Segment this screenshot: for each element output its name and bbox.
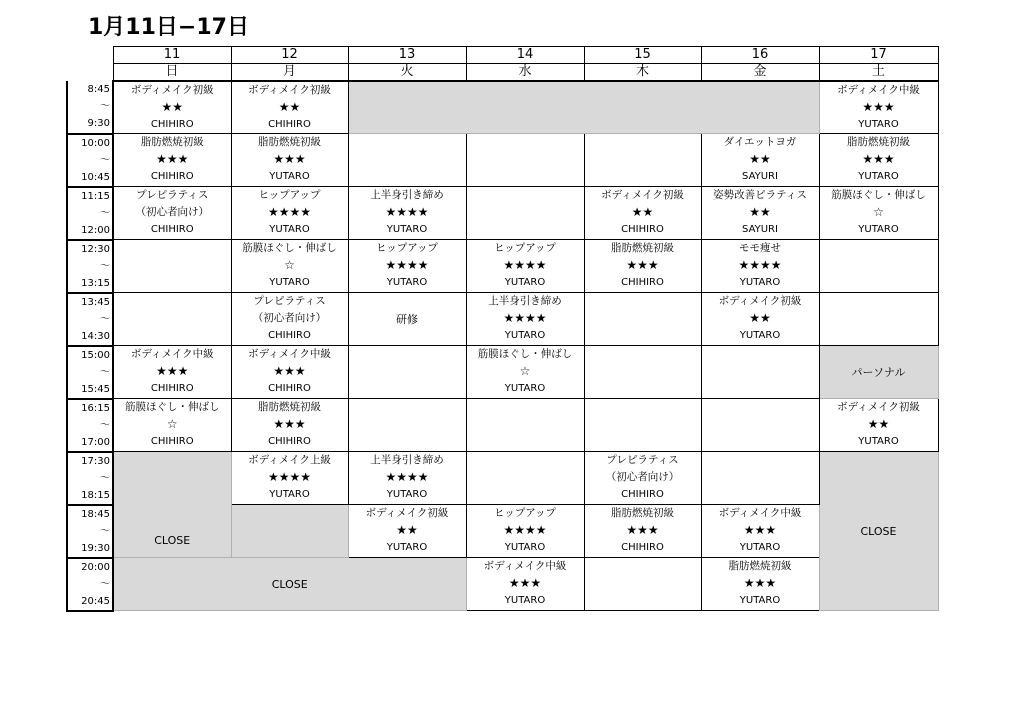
class-cell: 姿勢改善ピラティス ★★ SAYURI: [701, 187, 819, 240]
class-cell: ヒップアップ ★★★★ YUTARO: [466, 240, 584, 293]
time-slot-row: [67, 134, 938, 187]
weekday-header: 火: [348, 64, 466, 82]
date-header: 17: [819, 47, 938, 64]
time-slot-row: [67, 558, 938, 611]
time-slot-row: [67, 293, 938, 346]
class-cell: ボディメイク上級 ★★★★ YUTARO: [231, 452, 348, 505]
empty-cell: [701, 399, 819, 452]
time-label: 18:45 ～ 19:30: [67, 505, 113, 558]
class-cell: ボディメイク中級 ★★★ CHIHIRO: [231, 346, 348, 399]
time-slot-row: [67, 240, 938, 293]
class-cell: ダイエットヨガ ★★ SAYURI: [701, 134, 819, 187]
empty-cell: [584, 399, 701, 452]
class-cell: ボディメイク中級 ★★★ YUTARO: [701, 505, 819, 558]
class-cell: 上半身引き締め ★★★★ YUTARO: [348, 452, 466, 505]
empty-cell: [819, 293, 938, 346]
date-header-row: [67, 47, 938, 64]
class-cell: ボディメイク中級 ★★★ YUTARO: [819, 81, 938, 134]
class-cell: 脂肪燃焼初級 ★★★ YUTARO: [701, 558, 819, 611]
time-label: 10:00 ～ 10:45: [67, 134, 113, 187]
weekday-header: 月: [231, 64, 348, 82]
empty-cell: [348, 399, 466, 452]
class-cell: プレピラティス （初心者向け） CHIHIRO: [113, 187, 231, 240]
time-label: 16:15 ～ 17:00: [67, 399, 113, 452]
class-cell: ボディメイク初級 ★★ CHIHIRO: [584, 187, 701, 240]
class-cell: 筋膜ほぐし・伸ばし ☆ YUTARO: [819, 187, 938, 240]
time-slot-row: [67, 81, 938, 134]
empty-cell: [113, 293, 231, 346]
time-label: 12:30 ～ 13:15: [67, 240, 113, 293]
closed-block: [231, 505, 348, 558]
date-header: 12: [231, 47, 348, 64]
class-cell: ヒップアップ ★★★★ YUTARO: [348, 240, 466, 293]
weekday-header: 水: [466, 64, 584, 82]
time-slot-row: [67, 452, 938, 505]
class-cell: モモ痩せ ★★★★ YUTARO: [701, 240, 819, 293]
time-slot-row: [67, 187, 938, 240]
empty-cell: [701, 452, 819, 505]
class-cell: 筋膜ほぐし・伸ばし ☆ CHIHIRO: [113, 399, 231, 452]
date-header: 11: [113, 47, 231, 64]
corner-cell: [67, 64, 113, 82]
empty-cell: [584, 558, 701, 611]
date-header: 16: [701, 47, 819, 64]
time-slot-row: [67, 399, 938, 452]
class-cell: ボディメイク初級 ★★ YUTARO: [819, 399, 938, 452]
class-cell: 筋膜ほぐし・伸ばし ☆ YUTARO: [231, 240, 348, 293]
empty-cell: [466, 399, 584, 452]
time-label: 8:45 ～ 9:30: [67, 81, 113, 134]
class-cell: 脂肪燃焼初級 ★★★ CHIHIRO: [113, 134, 231, 187]
class-cell: 上半身引き締め ★★★★ YUTARO: [348, 187, 466, 240]
class-cell: ボディメイク初級 ★★ YUTARO: [348, 505, 466, 558]
closed-block: CLOSE: [819, 452, 938, 611]
date-header: 13: [348, 47, 466, 64]
empty-cell: [584, 293, 701, 346]
personal-session-cell: パーソナル: [819, 346, 938, 399]
empty-cell: [701, 346, 819, 399]
date-header: 15: [584, 47, 701, 64]
weekday-header: 土: [819, 64, 938, 82]
weekday-header: 木: [584, 64, 701, 82]
class-cell: 脂肪燃焼初級 ★★★ CHIHIRO: [584, 505, 701, 558]
class-cell: ボディメイク初級 ★★ CHIHIRO: [231, 81, 348, 134]
empty-cell: [466, 187, 584, 240]
class-cell: ヒップアップ ★★★★ YUTARO: [466, 505, 584, 558]
empty-cell: [113, 240, 231, 293]
closed-block: [348, 81, 819, 134]
class-cell: ボディメイク初級 ★★ CHIHIRO: [113, 81, 231, 134]
class-cell: プレピラティス （初心者向け） CHIHIRO: [231, 293, 348, 346]
training-cell: 研修: [348, 293, 466, 346]
weekday-header-row: [67, 64, 938, 82]
class-cell: 脂肪燃焼初級 ★★★ CHIHIRO: [231, 399, 348, 452]
time-slot-row: [67, 346, 938, 399]
weekday-header: 金: [701, 64, 819, 82]
empty-cell: [584, 134, 701, 187]
empty-cell: [348, 134, 466, 187]
class-cell: 上半身引き締め ★★★★ YUTARO: [466, 293, 584, 346]
empty-cell: [819, 240, 938, 293]
class-cell: 筋膜ほぐし・伸ばし ☆ YUTARO: [466, 346, 584, 399]
closed-block: CLOSE: [113, 558, 466, 611]
class-cell: ボディメイク中級 ★★★ YUTARO: [466, 558, 584, 611]
time-label: 11:15 ～ 12:00: [67, 187, 113, 240]
time-label: 20:00 ～ 20:45: [67, 558, 113, 611]
empty-cell: [466, 452, 584, 505]
empty-cell: [466, 134, 584, 187]
weekday-header: 日: [113, 64, 231, 82]
closed-block: CLOSE: [113, 452, 231, 558]
class-cell: 脂肪燃焼初級 ★★★ CHIHIRO: [584, 240, 701, 293]
empty-cell: [348, 346, 466, 399]
time-label: 15:00 ～ 15:45: [67, 346, 113, 399]
empty-cell: [584, 346, 701, 399]
class-cell: 脂肪燃焼初級 ★★★ YUTARO: [819, 134, 938, 187]
time-label: 17:30 ～ 18:15: [67, 452, 113, 505]
date-header: 14: [466, 47, 584, 64]
class-cell: ボディメイク中級 ★★★ CHIHIRO: [113, 346, 231, 399]
corner-cell: [67, 47, 113, 64]
class-cell: ヒップアップ ★★★★ YUTARO: [231, 187, 348, 240]
class-cell: プレピラティス （初心者向け） CHIHIRO: [584, 452, 701, 505]
class-cell: 脂肪燃焼初級 ★★★ YUTARO: [231, 134, 348, 187]
time-label: 13:45 ～ 14:30: [67, 293, 113, 346]
class-cell: ボディメイク初級 ★★ YUTARO: [701, 293, 819, 346]
page-title: 1月11日−17日: [88, 15, 249, 40]
schedule-table: [66, 46, 939, 612]
